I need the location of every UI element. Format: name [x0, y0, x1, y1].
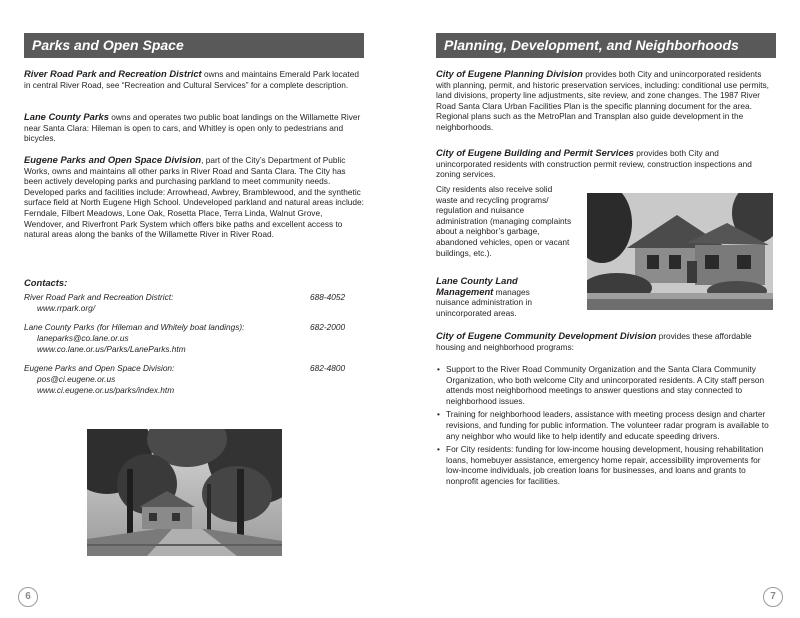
- contact-name: River Road Park and Recreation District:: [24, 292, 174, 302]
- contact-name: Lane County Parks (for Hileman and Whitely boat landings):: [24, 322, 245, 332]
- contacts-title: Contacts:: [24, 277, 68, 288]
- list-item: • For City residents: funding for low-income housing development, housing rehabilitation loans, homebuyer assistance, emergency home repair, accessibility improvements for low-income individuals, job creation loans for businesses, and loans and grants to nonprofit agencies for facilities.: [436, 444, 776, 486]
- list-item: • Support to the River Road Community Organization and the Santa Clara Community Organization, who both welcome City and unincorporated residents. A City staff person attends most neighborhood meetings to answer questions and stay connected to neighborhood issues.: [436, 364, 776, 406]
- contact-name: Eugene Parks and Open Space Division:: [24, 363, 175, 373]
- paragraph-lead: Lane County Land Management: [436, 275, 518, 297]
- paragraph-lead: Lane County Parks: [24, 111, 109, 122]
- page-number-right: 7: [763, 587, 783, 607]
- park-photo: [87, 429, 282, 556]
- paragraph-lead: City of Eugene Planning Division: [436, 68, 583, 79]
- left-section-header: Parks and Open Space: [24, 33, 364, 58]
- left-paragraph-eugene-parks: [24, 155, 364, 240]
- page-number-left: 6: [18, 587, 38, 607]
- contact-phone: 682-2000: [310, 322, 346, 332]
- right-paragraph-building-permit: [436, 148, 776, 180]
- paragraph-lead: City of Eugene Building and Permit Services: [436, 147, 634, 158]
- contact-link[interactable]: www.co.lane.or.us/Parks/LaneParks.htm: [37, 344, 186, 354]
- paragraph-lead: River Road Park and Recreation District: [24, 68, 202, 79]
- contact-eugene-parks: [24, 363, 364, 396]
- left-paragraph-lane-county-parks: [24, 112, 364, 144]
- paragraph-text: provides these affordable housing and neighborhood programs:: [436, 331, 752, 352]
- contact-email[interactable]: pos@ci.eugene.or.us: [37, 374, 116, 384]
- paragraph-text: owns and maintains Emerald Park located in central River Road, see “Recreation and Cultural Services” for a complete description.: [24, 69, 359, 90]
- left-paragraph-rrprd: [24, 69, 364, 90]
- paragraph-text: owns and operates two public boat landings on the Willamette River near Santa Clara: Hileman is open to cars, and Whitley is open only to pedestrians and bicycles.: [24, 112, 361, 144]
- right-paragraph-land-management: [436, 276, 564, 318]
- right-paragraph-solid-waste: City residents also receive solid waste and recycling programs/ regulation and nuisance administration (managing complaints about a neighbor’s garbage, abandoned vehicles, open or vacant buildings, etc.).: [436, 184, 572, 258]
- contact-phone: 682-4800: [310, 363, 346, 373]
- paragraph-lead: City of Eugene Community Development Division: [436, 330, 657, 341]
- right-section-header: Planning, Development, and Neighborhoods: [436, 33, 776, 58]
- paragraph-text: manages nuisance administration in unincorporated areas.: [436, 286, 532, 318]
- contact-lane-county-parks: [24, 322, 364, 355]
- programs-list: [436, 364, 776, 490]
- paragraph-text: , part of the City’s Department of Public Works, owns and maintains all other parks in River Road and Santa Clara. The City has been actively developing parks and purchasing parkland to meet community needs. Developed parks and facilities include: Arrowhead, Awbrey, Bramblewood, and the synthetic surface field at North Eugene High School. Undeveloped parkland and natural areas include: Ferndale, Filbert Meadows, Lone Oak, Rosetta Place, Terra Linda, Walnut Grove, Wendover, and Riverfront Park System which offers bike paths and excellent access to natural areas along the banks of the Willamette River in River Road.: [24, 155, 364, 240]
- list-item: • Training for neighborhood leaders, assistance with meeting process design and charter revisions, and funding for public information. The volunteer radar program is available to any neighbor who would like to help identify and educate speeding drivers.: [436, 409, 776, 441]
- contact-email[interactable]: laneparks@co.lane.or.us: [37, 333, 129, 343]
- right-paragraph-community-development: [436, 331, 776, 352]
- right-paragraph-planning-division: [436, 69, 776, 133]
- contact-rrprd: [24, 292, 364, 314]
- paragraph-text: provides both City and unincorporated residents with construction permit review, construction inspections and zoning services.: [436, 148, 752, 180]
- paragraph-lead: Eugene Parks and Open Space Division: [24, 154, 202, 165]
- house-photo: [587, 193, 773, 310]
- contact-link[interactable]: www.rrpark.org/: [37, 303, 96, 313]
- contact-link[interactable]: www.ci.eugene.or.us/parks/index.htm: [37, 385, 175, 395]
- contact-phone: 688-4052: [310, 292, 346, 302]
- paragraph-text: provides both City and unincorporated residents with planning, permit, and historic preservation services, including: conditional use permits, land divisions, property line adjustments, site review, and zone changes. The 1987 River Road Santa Clara Urban Facilities Plan is the specific planning document for the area. Regional plans such as the MetroPlan and Transplan also guide development in the neighborhoods.: [436, 69, 769, 132]
